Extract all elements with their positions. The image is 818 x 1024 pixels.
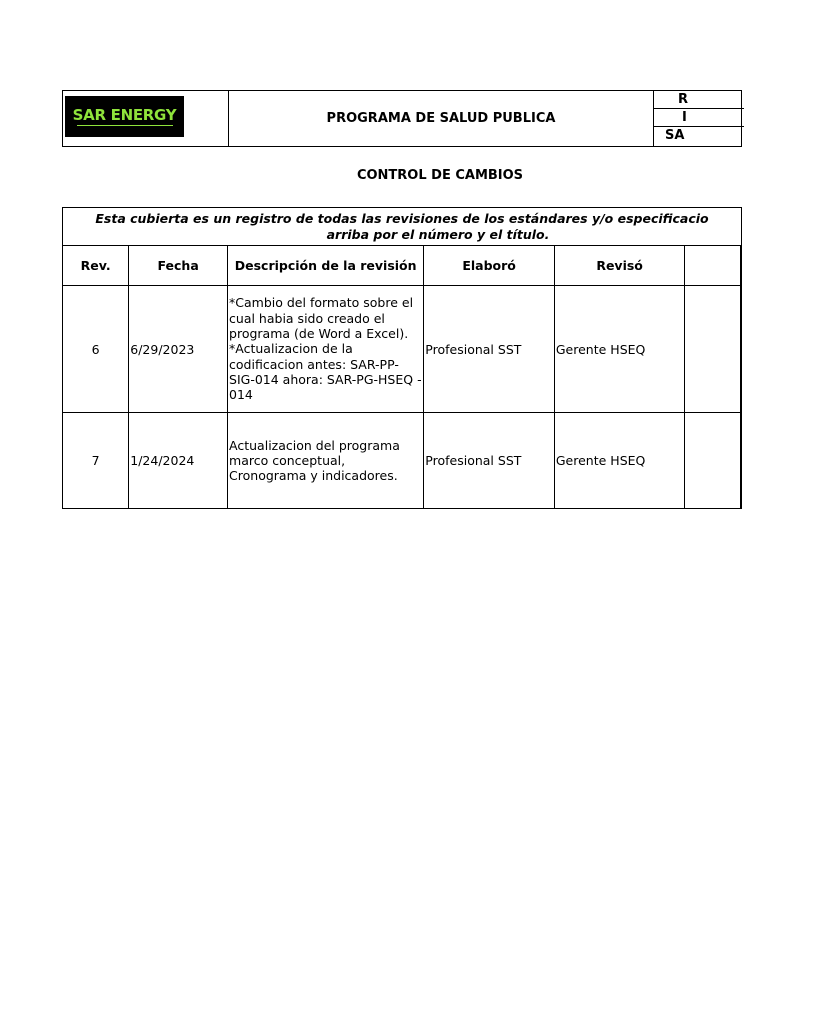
cell-descripcion xyxy=(228,286,424,413)
code-cell-3: SA xyxy=(665,128,685,143)
code-cell-2: I xyxy=(654,109,744,127)
cell-reviso: Gerente HSEQ xyxy=(554,413,684,509)
table-row xyxy=(63,286,741,413)
table-row xyxy=(63,413,741,509)
change-control-box xyxy=(62,207,742,509)
header-elaboro: Elaboró xyxy=(424,246,555,286)
revisions-table xyxy=(63,246,741,509)
document-title: PROGRAMA DE SALUD PUBLICA xyxy=(229,91,654,146)
logo-text: SAR ENERGY xyxy=(72,106,177,124)
cell-descripcion xyxy=(228,413,424,509)
desc-line: 014 xyxy=(229,387,253,403)
desc-line: programa (de Word a Excel). xyxy=(229,326,409,342)
desc-line: *Cambio del formato sobre el xyxy=(229,295,414,311)
cell-elaboro: Profesional SST xyxy=(424,286,555,413)
cell-extra xyxy=(685,286,741,413)
header-fecha: Fecha xyxy=(129,246,228,286)
revision-note-line-1: Esta cubierta es un registro de todas las revisiones de los estándares y/o especificacio xyxy=(95,211,709,226)
header-extra xyxy=(685,246,741,286)
desc-line: Actualizacion del programa xyxy=(229,437,400,453)
code-cell-1: R xyxy=(654,91,744,109)
desc-line: codificacion antes: SAR-PP- xyxy=(229,356,399,372)
logo-cell xyxy=(63,91,229,146)
desc-line: SIG-014 ahora: SAR-PG-HSEQ - xyxy=(229,371,422,387)
cell-fecha: 1/24/2024 xyxy=(129,413,228,509)
section-title: CONTROL DE CAMBIOS xyxy=(356,168,524,183)
header-rev: Rev. xyxy=(63,246,129,286)
cell-reviso: Gerente HSEQ xyxy=(554,286,684,413)
document-header xyxy=(62,90,742,147)
header-descripcion: Descripción de la revisión xyxy=(228,246,424,286)
cell-rev: 7 xyxy=(63,413,129,509)
cell-rev: 6 xyxy=(63,286,129,413)
table-header-row xyxy=(63,246,741,286)
revision-note xyxy=(63,208,741,246)
cell-extra xyxy=(685,413,741,509)
desc-line: Cronograma y indicadores. xyxy=(229,468,398,484)
revision-note-line-2: arriba por el número y el título. xyxy=(326,227,550,242)
header-reviso: Revisó xyxy=(554,246,684,286)
cell-elaboro: Profesional SST xyxy=(424,413,555,509)
company-logo xyxy=(65,96,184,137)
desc-line: marco conceptual, xyxy=(229,452,346,468)
logo-underline xyxy=(77,125,173,126)
desc-line: cual habia sido creado el xyxy=(229,310,385,326)
cell-fecha: 6/29/2023 xyxy=(129,286,228,413)
desc-line: *Actualizacion de la xyxy=(229,341,353,357)
